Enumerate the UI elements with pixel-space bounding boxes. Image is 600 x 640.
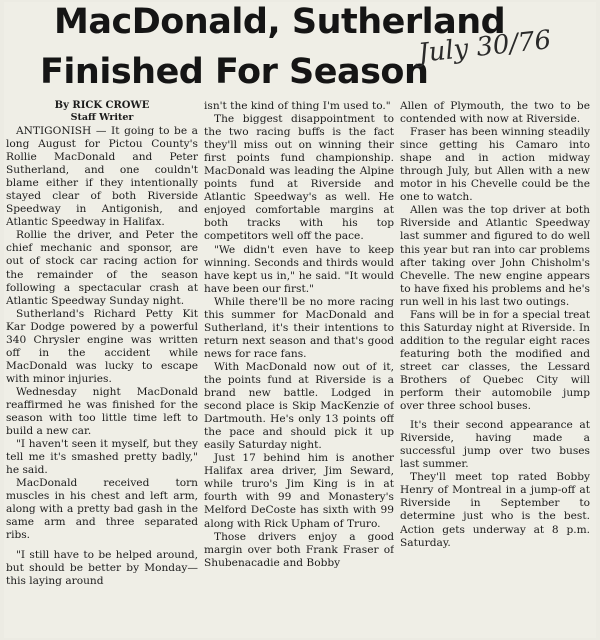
paragraph: Those drivers enjoy a good margin over both Frank Fraser of Shubenacadie and Bobby bbox=[204, 530, 394, 569]
paragraph: Fans will be in for a special treat this Saturday night at Riverside. In addition to the regular eight races featuring both the modified and street car classes, the Lessard Brothers of Quebec City will perform their automobile jump over three school buses. bbox=[400, 308, 590, 413]
paragraph: While there'll be no more racing this summer for MacDonald and Sutherland, it's their intentions to return next season and that's good news for race fans. bbox=[204, 295, 394, 360]
paragraph: Allen of Plymouth, the two to be contended with now at Riverside. bbox=[400, 100, 590, 126]
paragraph: MacDonald received torn muscles in his chest and left arm, along with a pretty bad gash in the same arm and three separated ribs. bbox=[6, 477, 198, 542]
paragraph: "We didn't even have to keep winning. Seconds and thirds would have kept us in," he said. "It would have been our first." bbox=[204, 243, 394, 295]
paragraph: Wednesday night MacDonald reaffirmed he was finished for the season with too little time left to build a new car. bbox=[6, 385, 198, 438]
paragraph: Rollie the driver, and Peter the chief mechanic and sponsor, are out of stock car racing action for the remainder of the season following a spectacular crash at Atlantic Speedway Sunday night. bbox=[6, 229, 198, 307]
headline-line-1: MacDonald, Sutherland bbox=[54, 2, 506, 42]
paragraph: Allen was the top driver at both Riverside and Atlantic Speedway last summer and figured to do well this year but ran into car problems after taking over John Chisholm's Chevelle. The new engine appears to have fixed his problems and he's run well in his last two outings. bbox=[400, 204, 590, 308]
paragraph: Fraser has been winning steadily since getting his Camaro into shape and in action midway through July, but Allen with a new motor in his Chevelle could be the one to watch. bbox=[400, 126, 590, 204]
article-column-3 bbox=[400, 100, 590, 550]
article-column-1 bbox=[6, 100, 198, 588]
paragraph: "I still have to be helped around, but should be better by Monday—this laying around bbox=[6, 548, 198, 587]
paragraph: isn't the kind of thing I'm used to." bbox=[204, 100, 391, 112]
byline-title: Staff Writer bbox=[70, 112, 134, 123]
paragraph: It's their second appearance at Riverside, having made a successful jump over two buses last summer. bbox=[400, 419, 590, 471]
byline-author: By RICK CROWE bbox=[54, 100, 150, 111]
handwritten-date: July 30/76 bbox=[416, 25, 553, 69]
paragraph: Sutherland's Richard Petty Kit Kar Dodge powered by a powerful 340 Chrysler engine was written off in the accident while MacDonald was lucky to escape with minor injuries. bbox=[6, 307, 198, 385]
article-column-2 bbox=[204, 100, 394, 570]
headline-line-2: Finished For Season bbox=[40, 52, 429, 92]
paragraph: ANTIGONISH — It going to be a long August for Pictou County's Rollie MacDonald and Peter Sutherland, and one couldn't blame either if they intentionally stayed clear of both Riverside Speedway in Antigonish, and Atlantic Speedway in Halifax. bbox=[6, 125, 198, 229]
paragraph: "I haven't seen it myself, but they tell me it's smashed pretty badly," he said. bbox=[6, 438, 198, 477]
paragraph: With MacDonald now out of it, the points fund at Riverside is a brand new battle. Lodged in second place is Skip MacKenzie of Dartmouth. He's only 13 points off the pace and should pick it up easily Saturday night. bbox=[204, 360, 394, 452]
paragraph: They'll meet top rated Bobby Henry of Montreal in a jump-off at Riverside in September to determine just who is the best. Action gets underway at 8 p.m. Saturday. bbox=[400, 471, 590, 549]
paragraph: The biggest disappointment to the two racing buffs is the fact they'll miss out on winning their first points fund championship. MacDonald was leading the Alpine points fund at Riverside and Atlantic Speedway's as well. He enjoyed comfortable margins at both tracks with his top competitors well off the pace. bbox=[204, 113, 394, 243]
paragraph: Just 17 behind him is another Halifax area driver, Jim Seward, while truro's Jim King is in at fourth with 99 and Monastery's Melford DeCoste has sixth with 99 along with Rick Upham of Truro. bbox=[204, 452, 394, 530]
